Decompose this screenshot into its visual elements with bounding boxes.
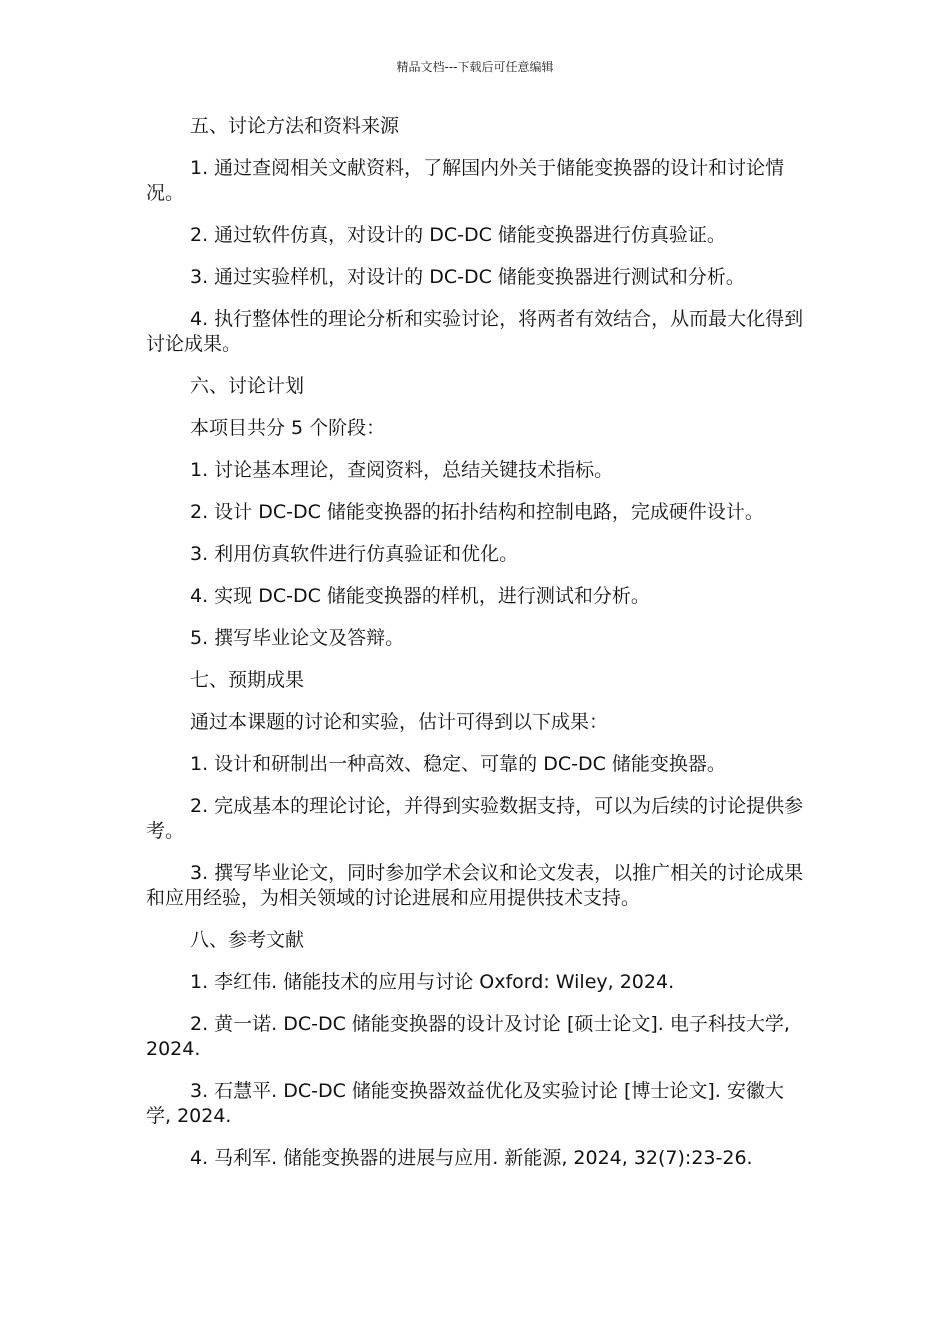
outcomes-item-1: 1. 设计和研制出一种高效、稳定、可靠的 DC-DC 储能变换器。 bbox=[190, 753, 726, 775]
document-body bbox=[146, 114, 806, 1188]
outcomes-item-2: 2. 完成基本的理论讨论，并得到实验数据支持，可以为后续的讨论提供参考。 bbox=[146, 795, 804, 842]
methods-item-3: 3. 通过实验样机，对设计的 DC-DC 储能变换器进行测试和分析。 bbox=[190, 266, 745, 288]
methods-item-4: 4. 执行整体性的理论分析和实验讨论，将两者有效结合，从而最大化得到讨论成果。 bbox=[146, 308, 804, 355]
plan-item-1: 1. 讨论基本理论，查阅资料，总结关键技术指标。 bbox=[190, 459, 614, 481]
reference-item-3: 3. 石慧平. DC-DC 储能变换器效益优化及实验讨论 [博士论文]. 安徽大学, 2024. bbox=[146, 1080, 784, 1127]
reference-item-2: 2. 黄一诺. DC-DC 储能变换器的设计及讨论 [硕士论文]. 电子科技大学, 2024. bbox=[146, 1013, 790, 1060]
plan-item-2: 2. 设计 DC-DC 储能变换器的拓扑结构和控制电路，完成硬件设计。 bbox=[190, 501, 764, 523]
plan-intro: 本项目共分 5 个阶段： bbox=[190, 417, 386, 439]
methods-item-2: 2. 通过软件仿真，对设计的 DC-DC 储能变换器进行仿真验证。 bbox=[190, 224, 726, 246]
section-heading-methods: 五、讨论方法和资料来源 bbox=[190, 115, 400, 137]
outcomes-item-3: 3. 撰写毕业论文，同时参加学术会议和论文发表，以推广相关的讨论成果和应用经验，为相关领域的讨论进展和应用提供技术支持。 bbox=[146, 862, 804, 909]
section-heading-outcomes: 七、预期成果 bbox=[190, 669, 305, 691]
reference-item-1: 1. 李红伟. 储能技术的应用与讨论 Oxford: Wiley, 2024. bbox=[190, 971, 675, 993]
plan-item-5: 5. 撰写毕业论文及答辩。 bbox=[190, 627, 405, 649]
outcomes-intro: 通过本课题的讨论和实验，估计可得到以下成果： bbox=[190, 711, 609, 733]
page-header: 精品文档---下载后可任意编辑 bbox=[396, 60, 554, 74]
section-heading-plan: 六、讨论计划 bbox=[190, 375, 305, 397]
reference-item-4: 4. 马利军. 储能变换器的进展与应用. 新能源, 2024, 32(7):23-26. bbox=[190, 1147, 753, 1169]
plan-item-4: 4. 实现 DC-DC 储能变换器的样机，进行测试和分析。 bbox=[190, 585, 650, 607]
section-heading-references: 八、参考文献 bbox=[190, 929, 305, 951]
plan-item-3: 3. 利用仿真软件进行仿真验证和优化。 bbox=[190, 543, 519, 565]
methods-item-1: 1. 通过查阅相关文献资料，了解国内外关于储能变换器的设计和讨论情况。 bbox=[146, 157, 785, 204]
